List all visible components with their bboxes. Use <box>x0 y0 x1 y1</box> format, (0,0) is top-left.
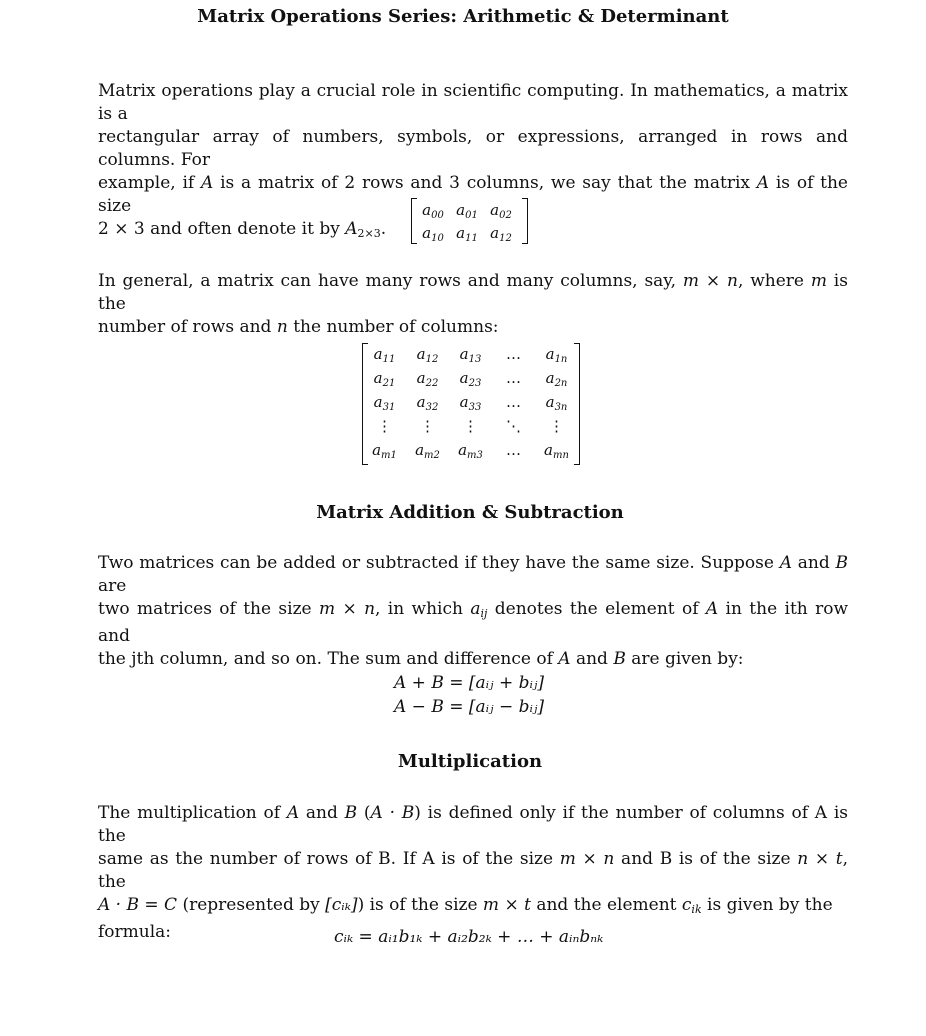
matrix-cell: … <box>506 393 521 411</box>
matrix-cell: $a_{12}$ <box>416 345 439 365</box>
matrix-cell: $a_{02}$ <box>490 201 512 221</box>
matrix-size-subscript: 2×3 <box>357 227 381 240</box>
math-var-a: A <box>345 219 358 239</box>
matrix-cell: $a_{10}$ <box>422 224 444 244</box>
matrix-cell: $a_{1n}$ <box>545 345 568 365</box>
general-paragraph <box>98 270 848 339</box>
general-text: , where <box>737 271 811 291</box>
matrix-cell: $a_{01}$ <box>456 201 478 221</box>
matrix-cell: $a_{3n}$ <box>545 393 568 413</box>
math-size-mxt: m × t <box>482 895 531 915</box>
matrix-cell: $a_{32}$ <box>416 393 439 413</box>
addition-text: in the ith row and <box>98 599 848 646</box>
multiplication-line-4: formula: <box>98 922 172 942</box>
general-line-2 <box>98 316 848 339</box>
general-text: is the <box>98 271 848 314</box>
addition-heading: Matrix Addition & Subtraction <box>316 502 624 523</box>
math-size-nxt: n × t <box>797 849 843 869</box>
index-subscript: ij <box>480 607 488 620</box>
matrix-cell: … <box>506 345 521 363</box>
multiplication-text: ) is defined only if the number of columns of A is the <box>98 803 848 846</box>
math-size-mxn: m × n <box>682 271 738 291</box>
addition-paragraph <box>98 552 848 671</box>
intro-line-2: rectangular array of numbers, symbols, or expressions, arranged in rows and columns. For <box>98 127 848 170</box>
addition-line-2 <box>98 598 848 648</box>
math-product-eq: A · B = C <box>98 895 178 915</box>
document-title: Matrix Operations Series: Arithmetic & Determinant <box>197 6 729 27</box>
addition-text: two matrices of the size <box>98 599 319 619</box>
math-size-mxn: m × n <box>559 849 615 869</box>
general-text: the number of columns: <box>287 317 499 337</box>
matrix-cell: $a_{31}$ <box>373 393 396 413</box>
intro-text: is a matrix of 2 rows and 3 columns, we say that the matrix <box>213 173 757 193</box>
math-var-a: A <box>558 649 571 669</box>
math-var-a: A <box>286 803 300 823</box>
multiplication-text: The multiplication of <box>98 803 287 823</box>
general-text: number of rows and <box>98 317 277 337</box>
math-var-b: B <box>835 553 848 573</box>
matrix-cell: ⋮ <box>463 417 478 435</box>
matrix-cell: $a_{23}$ <box>459 369 482 389</box>
matrix-cell: $a_{m3}$ <box>458 441 483 461</box>
math-var-b: B <box>613 649 626 669</box>
math-var-a: a <box>470 599 481 619</box>
intro-text: is of the size <box>98 173 848 216</box>
multiplication-line-1 <box>98 802 848 848</box>
addition-text: are given by: <box>625 649 744 669</box>
equation-product-formula: cᵢₖ = aᵢ₁b₁ₖ + aᵢ₂b₂ₖ + … + aᵢₙbₙₖ <box>334 927 604 947</box>
multiplication-text: , the <box>98 849 848 892</box>
addition-text: are <box>98 576 127 596</box>
multiplication-heading: Multiplication <box>397 751 543 772</box>
math-var-c: c <box>681 895 692 915</box>
multiplication-line-3 <box>98 894 848 921</box>
matrix-cell: $a_{22}$ <box>416 369 439 389</box>
addition-text: the jth column, and so on. The sum and difference of <box>98 649 559 669</box>
math-product: A · B <box>370 803 415 823</box>
math-var-a: A <box>201 173 214 193</box>
addition-text: and <box>791 553 836 573</box>
matrix-2x3 <box>411 198 528 244</box>
math-var-b: B <box>344 803 358 823</box>
math-var-a: A <box>705 599 719 619</box>
multiplication-text: same as the number of rows of B. If A is of the size <box>98 849 560 869</box>
multiplication-text: and <box>299 803 345 823</box>
math-size-mxn: m × n <box>318 599 376 619</box>
matrix-cell: $a_{13}$ <box>459 345 482 365</box>
matrix-cell: ⋮ <box>377 417 392 435</box>
multiplication-paragraph <box>98 802 848 944</box>
matrix-cell: $a_{mn}$ <box>544 441 569 461</box>
multiplication-text: is given by the <box>701 895 833 915</box>
multiplication-text: (represented by <box>177 895 326 915</box>
matrix-cell: $a_{11}$ <box>373 345 396 365</box>
math-var-m: m <box>810 271 827 291</box>
matrix-cell: ⋱ <box>506 417 521 435</box>
intro-text: 2 × 3 and often denote it by <box>98 219 346 239</box>
multiplication-line-2 <box>98 848 848 894</box>
intro-text: . <box>380 219 387 239</box>
equation-difference: A − B = [aᵢⱼ − bᵢⱼ] <box>394 697 545 717</box>
math-var-a: A <box>756 173 770 193</box>
matrix-cell: ⋮ <box>549 417 564 435</box>
addition-text: , in which <box>375 599 471 619</box>
index-subscript: ik <box>691 903 702 916</box>
matrix-cell: ⋮ <box>420 417 435 435</box>
matrix-cell: $a_{2n}$ <box>545 369 568 389</box>
matrix-cell: $a_{m2}$ <box>415 441 440 461</box>
matrix-cell: $a_{33}$ <box>459 393 482 413</box>
matrix-cell: $a_{12}$ <box>490 224 512 244</box>
matrix-cell: … <box>506 441 521 459</box>
multiplication-text: ( <box>357 803 371 823</box>
intro-line-1: Matrix operations play a crucial role in scientific computing. In mathematics, a matrix is a <box>98 81 848 124</box>
math-var-n: n <box>276 317 288 337</box>
multiplication-text: and B is of the size <box>614 849 798 869</box>
matrix-mxn <box>362 343 580 465</box>
addition-text: Two matrices can be added or subtracted if they have the same size. Suppose <box>98 553 780 573</box>
multiplication-text: ) is of the size <box>357 895 483 915</box>
matrix-cell: … <box>506 369 521 387</box>
addition-text: denotes the element of <box>487 599 706 619</box>
matrix-cell: $a_{00}$ <box>422 201 444 221</box>
multiplication-text: and the element <box>530 895 682 915</box>
addition-line-1 <box>98 552 848 598</box>
matrix-cell: $a_{11}$ <box>456 224 478 244</box>
matrix-cell: $a_{21}$ <box>373 369 396 389</box>
math-cik-matrix: [cᵢₖ] <box>325 895 358 915</box>
general-text: In general, a matrix can have many rows and many columns, say, <box>98 271 683 291</box>
general-line-1 <box>98 270 848 316</box>
matrix-cell: $a_{m1}$ <box>372 441 397 461</box>
intro-text: example, if <box>98 173 202 193</box>
addition-line-3 <box>98 648 848 671</box>
addition-text: and <box>570 649 614 669</box>
math-var-a: A <box>779 553 792 573</box>
equation-sum: A + B = [aᵢⱼ + bᵢⱼ] <box>394 673 545 693</box>
